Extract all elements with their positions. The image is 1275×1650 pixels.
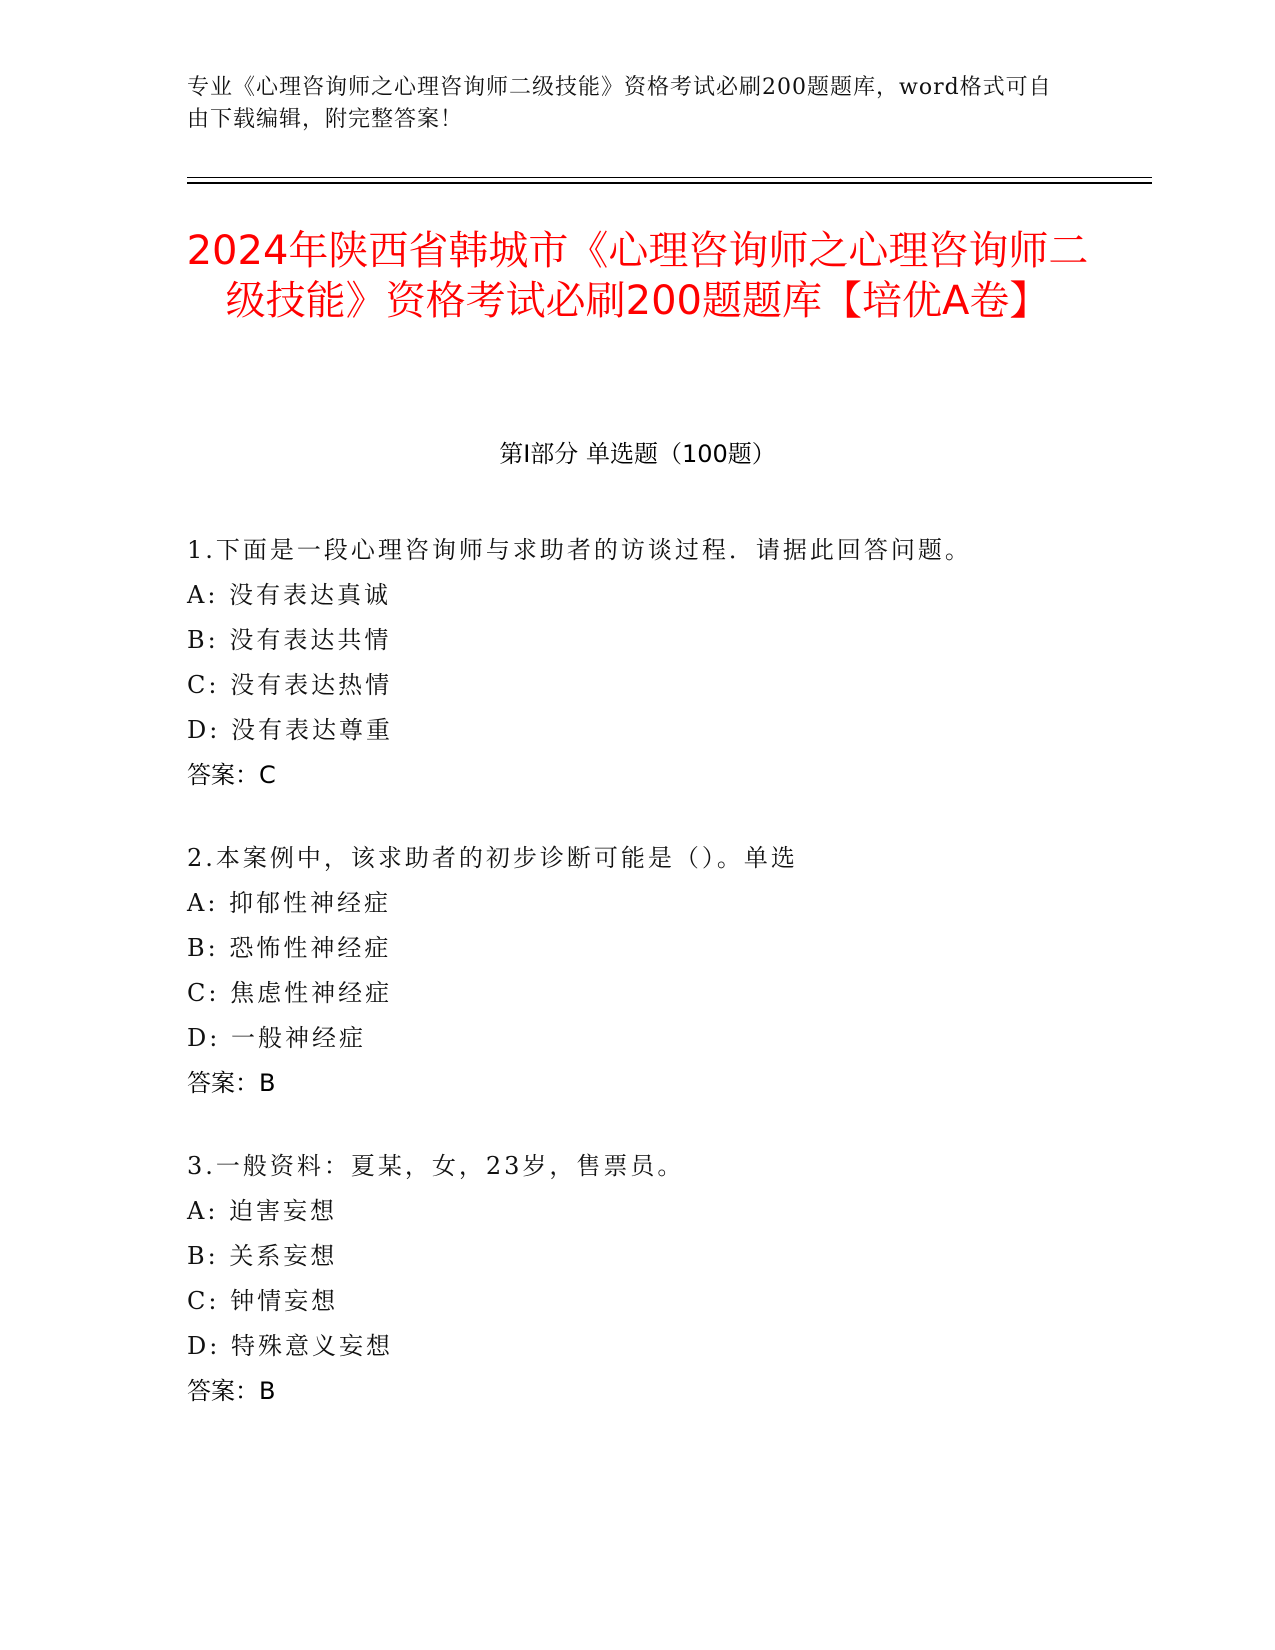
question-stem: 1.下面是一段心理咨询师与求助者的访谈过程．请据此回答问题。 — [187, 536, 972, 564]
document-title: 2024年陕西省韩城市《心理咨询师之心理咨询师二级技能》资格考试必刷200题题库【培优A卷】 — [186, 228, 1089, 324]
option-c: C: 焦虑性神经症 — [187, 979, 393, 1007]
header-rule-thin — [187, 177, 1152, 178]
option-a: A: 没有表达真诚 — [187, 581, 392, 609]
option-a: A: 迫害妄想 — [187, 1197, 338, 1225]
option-d: D: 特殊意义妄想 — [187, 1332, 393, 1360]
header-note: 专业《心理咨询师之心理咨询师二级技能》资格考试必刷200题题库，word格式可自由下载编辑，附完整答案！ — [187, 75, 1052, 132]
question-list — [187, 528, 1147, 1452]
question-stem: 2.本案例中，该求助者的初步诊断可能是（）。单选 — [187, 844, 798, 872]
option-a: A: 抑郁性神经症 — [187, 889, 392, 917]
option-c: C: 没有表达热情 — [187, 671, 393, 699]
question-3 — [187, 1144, 1147, 1414]
question-1 — [187, 528, 1147, 798]
section-heading: 第I部分 单选题（100题） — [499, 440, 776, 468]
answer: 答案：B — [187, 1377, 276, 1405]
question-stem: 3.一般资料：夏某，女，23岁，售票员。 — [187, 1152, 685, 1180]
option-d: D: 没有表达尊重 — [187, 716, 393, 744]
question-2 — [187, 836, 1147, 1106]
option-b: B: 恐怖性神经症 — [187, 934, 392, 962]
option-d: D: 一般神经症 — [187, 1024, 366, 1052]
option-b: B: 没有表达共情 — [187, 626, 392, 654]
answer: 答案：C — [187, 761, 276, 789]
option-b: B: 关系妄想 — [187, 1242, 338, 1270]
option-c: C: 钟情妄想 — [187, 1287, 339, 1315]
header-rule-thick — [187, 182, 1152, 184]
answer: 答案：B — [187, 1069, 276, 1097]
